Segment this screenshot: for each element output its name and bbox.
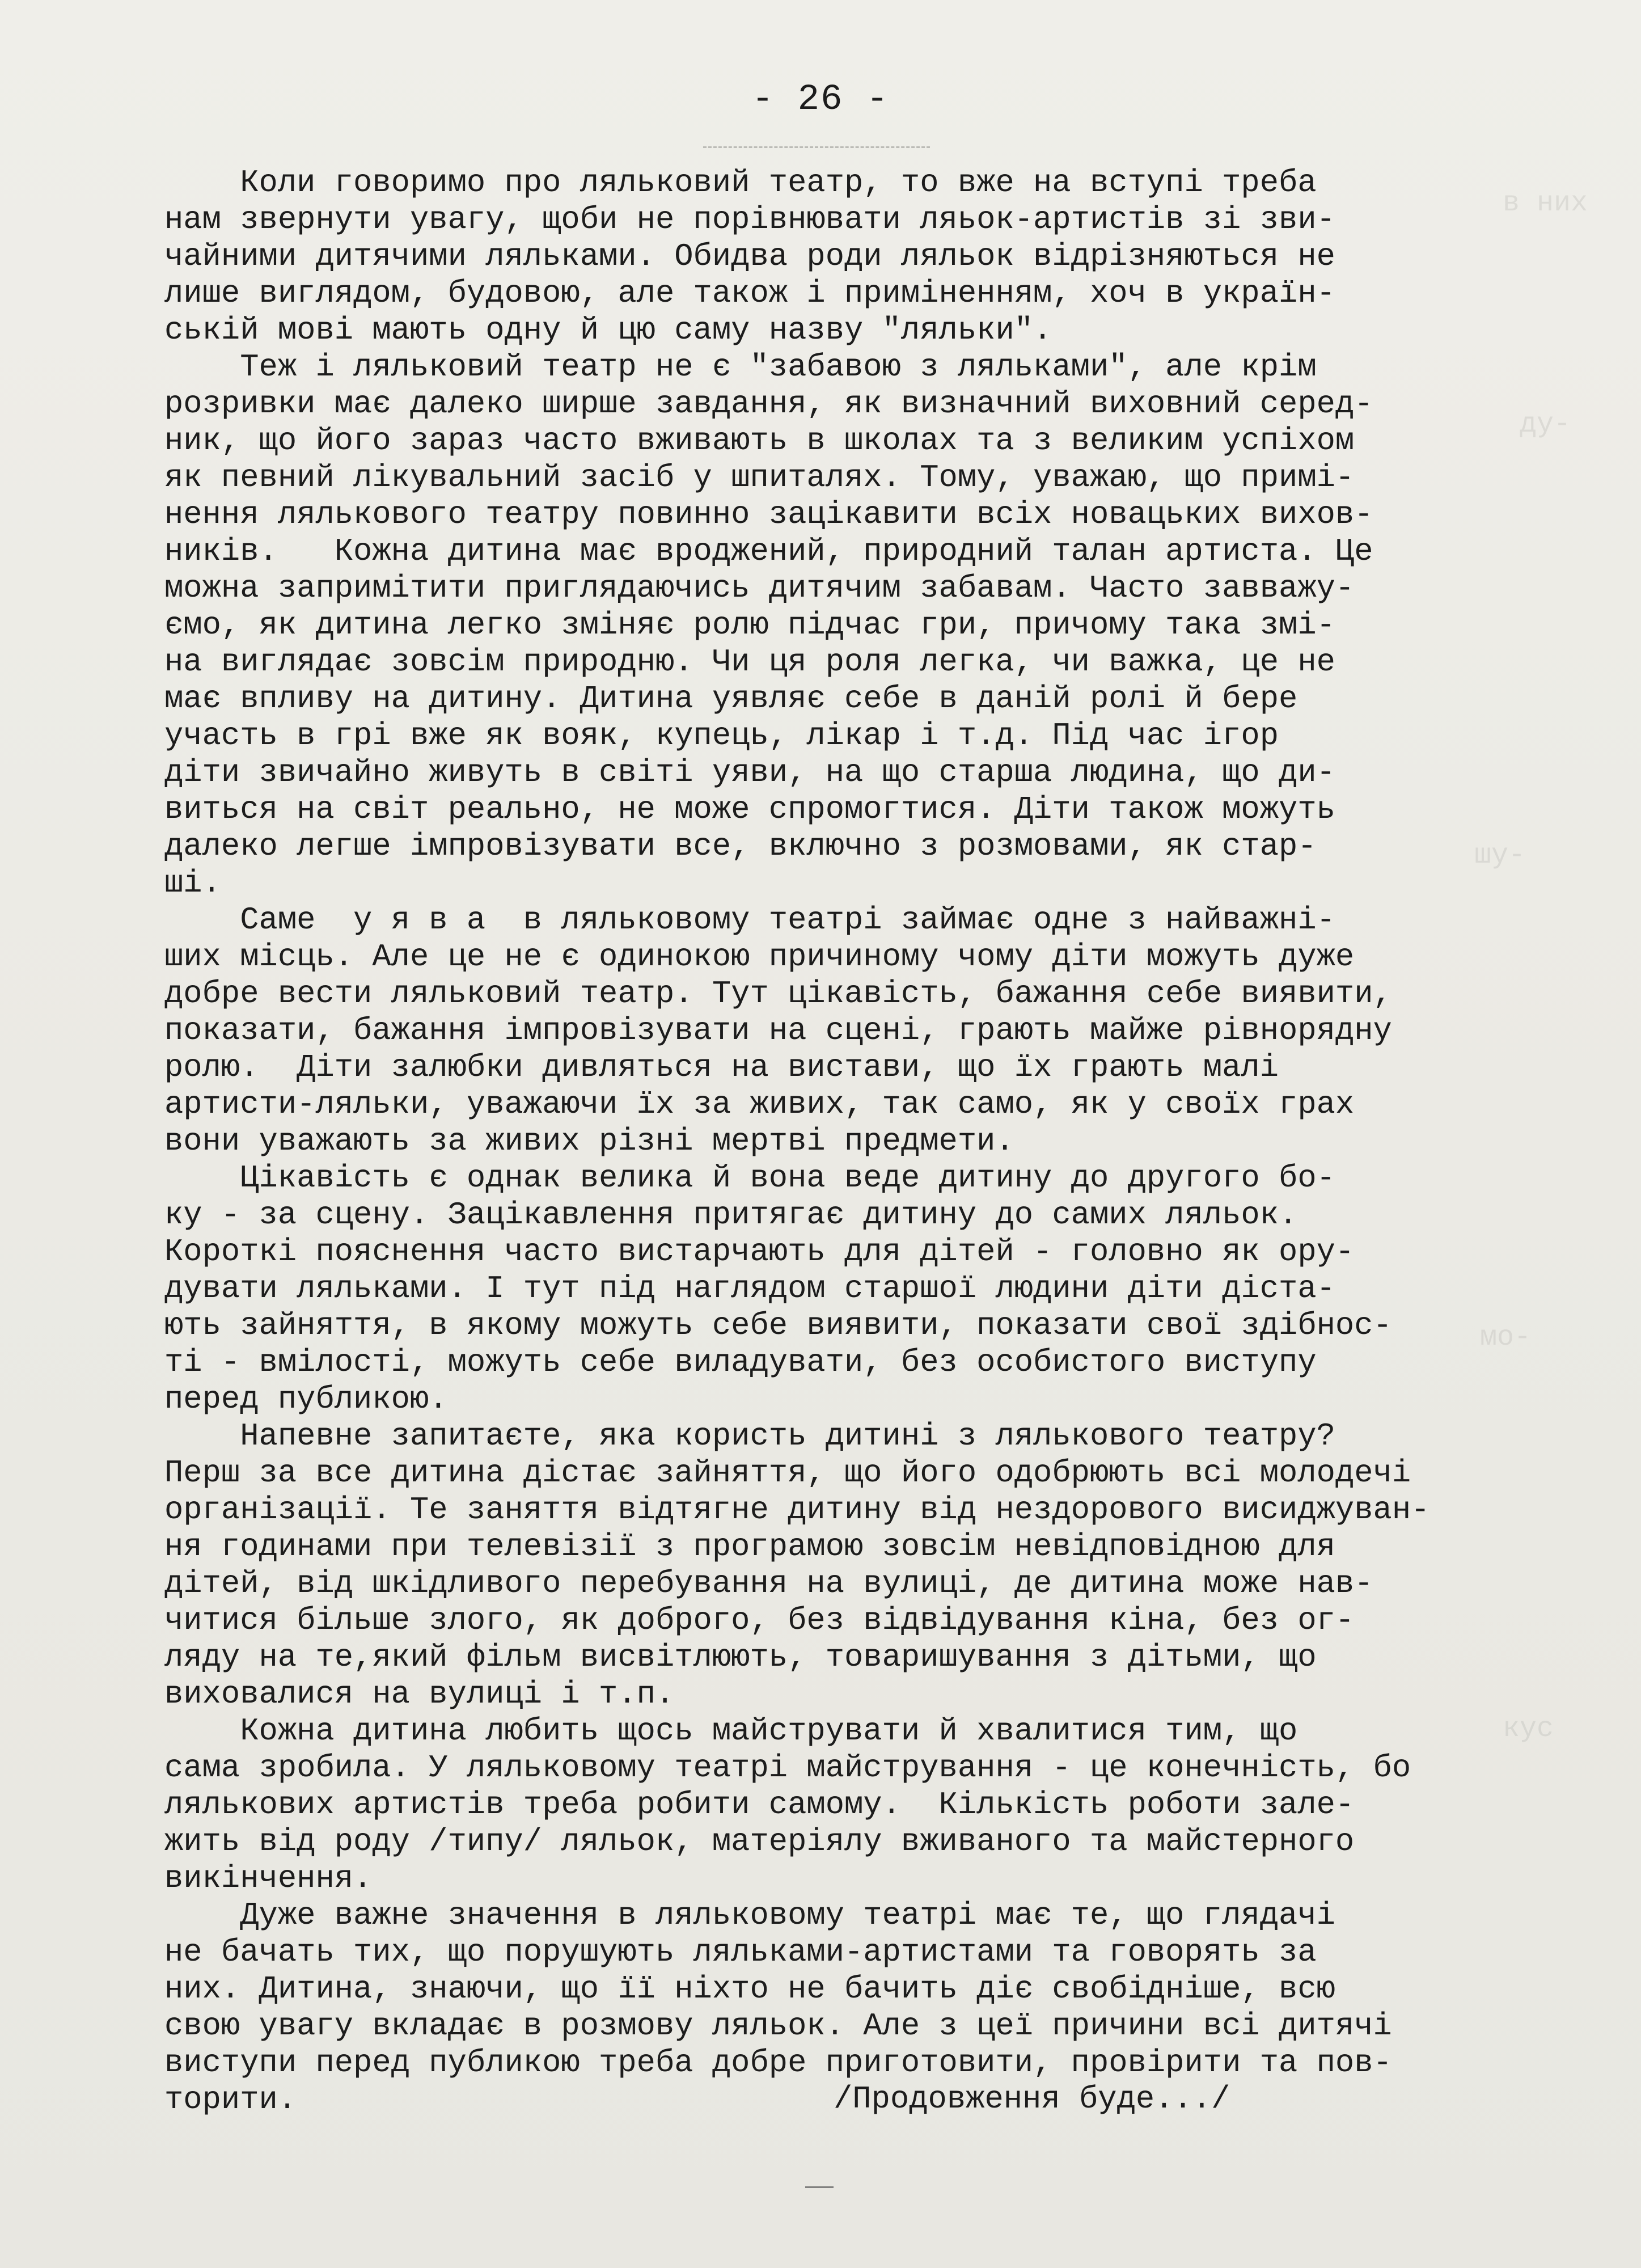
text-line: ролю. Діти залюбки дивляться на вистави, що їх грають малі — [164, 1050, 1279, 1086]
text-line: має впливу на дитину. Дитина уявляє себе в даній ролі й бере — [164, 681, 1298, 717]
top-divider — [703, 146, 930, 148]
text-line: можна запримітити приглядаючись дитячим забавам. Часто завважу- — [164, 571, 1355, 606]
article-body — [164, 164, 1559, 2118]
text-line: ємо, як дитина легко зміняє ролю підчас гри, причому така змі- — [164, 607, 1335, 643]
text-line: Перш за все дитина дістає зайняття, що його одобрюють всі молодечі — [164, 1455, 1411, 1491]
page-number: - 26 - — [751, 79, 890, 120]
text-line: ті - вмілості, можуть себе виладувати, без особистого виступу — [164, 1345, 1317, 1380]
text-line: участь в грі вже як вояк, купець, лікар і т.д. Під час ігор — [164, 718, 1279, 754]
text-line: нення лялькового театру повинно зацікавити всіх новацьких вихов- — [164, 497, 1373, 533]
text-line: торити. — [164, 2082, 297, 2118]
text-line: читися більше злого, як доброго, без відвідування кіна, без ог- — [164, 1603, 1355, 1638]
text-line: ші. — [164, 865, 221, 901]
bottom-dash — [805, 2186, 834, 2188]
bleed-through-shadow: ду- — [1452, 408, 1571, 441]
text-line: Коли говоримо про ляльковий театр, то вже на вступі треба — [164, 165, 1317, 201]
text-line: Саме у я в а в ляльковому театрі займає одне з найважні- — [164, 902, 1335, 938]
text-line: лише виглядом, будовою, але також і приміненням, хоч в україн- — [164, 276, 1335, 311]
text-line: ській мові мають одну й цю саму назву "ляльки". — [164, 312, 1052, 348]
bleed-through-shadow: шу- — [1474, 839, 1526, 872]
text-line: лялькових артистів треба робити самому. Кількість роботи зале- — [164, 1787, 1355, 1823]
text-line: діти звичайно живуть в світі уяви, на що старша людина, що ди- — [164, 755, 1335, 791]
text-line: не бачать тих, що порушують ляльками-артистами та говорять за — [164, 1935, 1317, 1970]
text-line: викінчення. — [164, 1861, 373, 1897]
text-line: ляду на те,який фільм висвітлюють, товаришування з дітьми, що — [164, 1640, 1317, 1675]
text-line: Дуже важне значення в ляльковому театрі має те, що глядачі — [164, 1898, 1335, 1933]
text-line: них. Дитина, знаючи, що її ніхто не бачить діє свобідніше, всю — [164, 1971, 1335, 2007]
text-line: свою увагу вкладає в розмову ляльок. Але з цеї причини всі дитячі — [164, 2008, 1392, 2044]
bleed-through-shadow: в них — [1401, 187, 1588, 219]
text-line: добре вести ляльковий театр. Тут цікавість, бажання себе виявити, — [164, 976, 1392, 1012]
bleed-through-shadow: мо- — [1429, 1321, 1532, 1354]
text-line: сама зробила. У ляльковому театрі майстрування - це конечність, бо — [164, 1750, 1411, 1786]
text-line: дувати ляльками. І тут під наглядом старшої людини діти діста- — [164, 1271, 1335, 1307]
text-line: організації. Те заняття відтягне дитину від нездорового висиджуван- — [164, 1492, 1430, 1528]
text-line: показати, бажання імпровізувати на сцені, грають майже рівнорядну — [164, 1013, 1392, 1049]
text-line: ник, що його зараз часто вживають в школах та з великим успіхом — [164, 423, 1355, 459]
text-line: перед публикою. — [164, 1382, 448, 1417]
text-line: виступи перед публикою треба добре приготовити, провірити та пов- — [164, 2045, 1392, 2081]
text-line: Короткі пояснення часто вистарчають для дітей - головно як ору- — [164, 1234, 1355, 1270]
text-line: Напевне запитаєте, яка користь дитині з лялькового театру? — [164, 1418, 1335, 1454]
text-line: виховалися на вулиці і т.п. — [164, 1676, 675, 1712]
text-line: жить від роду /типу/ ляльок, матеріялу вживаного та майстерного — [164, 1824, 1355, 1860]
text-line: виться на світ реально, не може спромогтися. Діти також можуть — [164, 792, 1335, 827]
text-line: Цікавість є однак велика й вона веде дитину до другого бо- — [164, 1160, 1335, 1196]
text-line: вони уважають за живих різні мертві предмети. — [164, 1124, 1014, 1159]
text-line: нам звернути увагу, щоби не порівнювати ляьок-артистів зі зви- — [164, 202, 1335, 238]
text-line: далеко легше імпровізувати все, включно з розмовами, як стар- — [164, 829, 1317, 864]
text-line: на виглядає зовсім природню. Чи ця роля легка, чи важка, це не — [164, 644, 1335, 680]
text-line: ку - за сцену. Зацікавлення притягає дитину до самих ляльок. — [164, 1197, 1298, 1233]
text-line: дітей, від шкідливого перебування на вулиці, де дитина може нав- — [164, 1566, 1373, 1602]
text-line: Теж і ляльковий театр не є "забавою з ляльками", але крім — [164, 349, 1317, 385]
text-line: ників. Кожна дитина має вроджений, природний талан артиста. Це — [164, 534, 1373, 569]
text-line: як певний лікувальний засіб у шпиталях. Тому, уважаю, що примі- — [164, 460, 1355, 496]
text-line: ших місць. Але це не є одинокою причиному чому діти можуть дуже — [164, 939, 1355, 975]
text-line: чайними дитячими ляльками. Обидва роди ляльок відрізняються не — [164, 239, 1335, 274]
text-line: Кожна дитина любить щось майструвати й хвалитися тим, що — [164, 1713, 1298, 1749]
text-line: ють зайняття, в якому можуть себе виявити, показати свої здібнос- — [164, 1308, 1392, 1344]
text-line: ня годинами при телевізії з програмою зовсім невідповідною для — [164, 1529, 1335, 1565]
text-line: артисти-ляльки, уважаючи їх за живих, так само, як у своїх грах — [164, 1087, 1355, 1122]
text-line: розривки має далеко ширше завдання, як визначний виховний серед- — [164, 386, 1373, 422]
continuation-note: /Продовження буде.../ — [834, 2081, 1230, 2117]
bleed-through-shadow: кус — [1503, 1713, 1554, 1745]
